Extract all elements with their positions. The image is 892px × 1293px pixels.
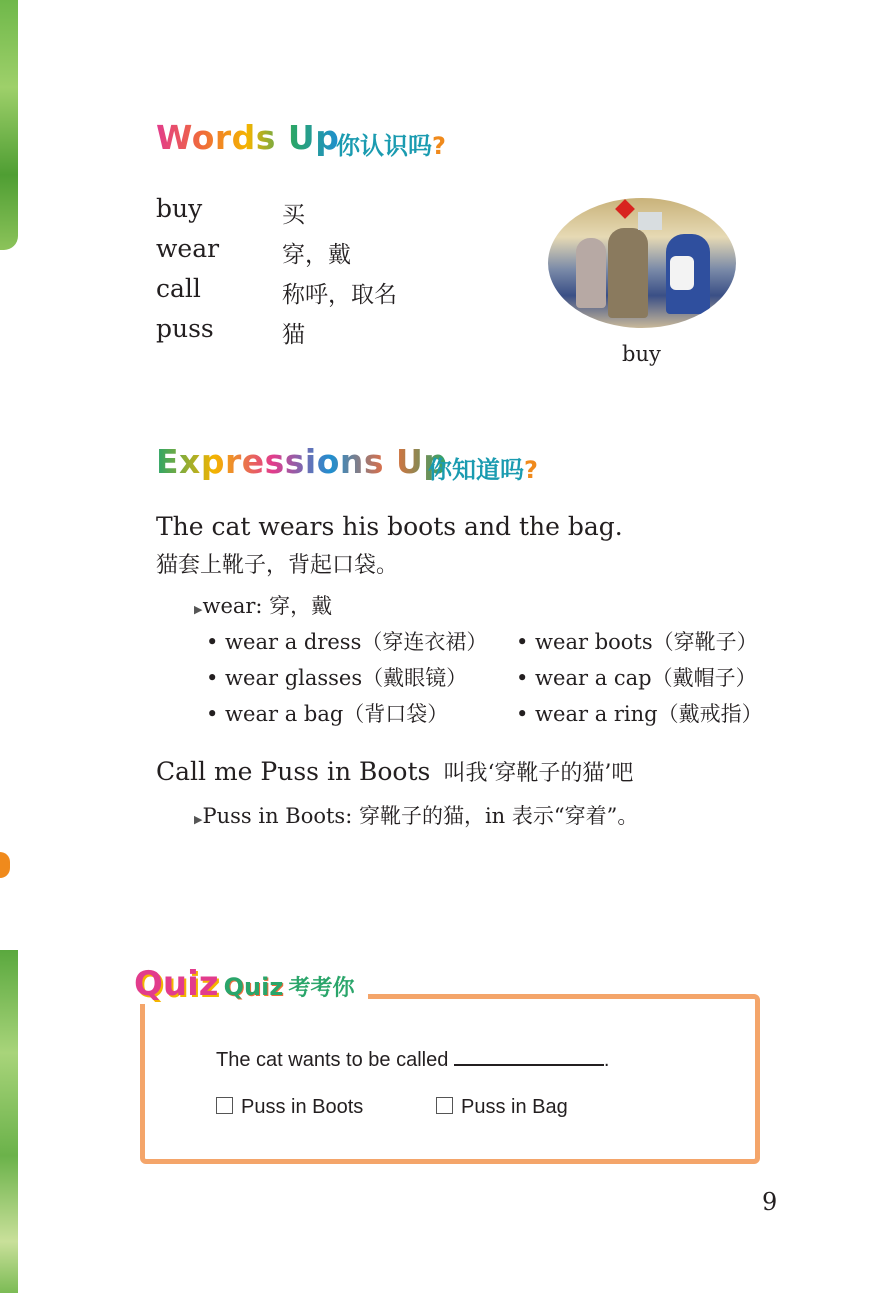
checkbox-option-1[interactable] [216, 1097, 233, 1114]
quiz-header [130, 964, 368, 1004]
vocab-en-4: puss [156, 314, 214, 343]
vocab-en-3: call [156, 274, 201, 303]
vocab-en-1: buy [156, 194, 203, 223]
quiz-option-1[interactable]: Puss in Boots [216, 1096, 363, 1119]
example-3: • wear glasses（戴眼镜） [206, 666, 468, 690]
vocab-cn-3: 称呼，取名 [282, 282, 397, 308]
photo-caption: buy [622, 342, 661, 366]
left-decoration-dot [0, 852, 10, 878]
words-up-heading: Words Up [156, 118, 340, 157]
note-wear: ▶wear: 穿，戴 [194, 594, 333, 618]
triangle-icon: ▶ [194, 603, 203, 616]
quiz-question: The cat wants to be called . [216, 1044, 609, 1072]
vocab-cn-1: 买 [282, 202, 305, 228]
answer-blank[interactable] [454, 1044, 604, 1066]
left-decoration-top [0, 0, 18, 250]
example-1: • wear a dress（穿连衣裙） [206, 630, 488, 654]
sentence-1-en: The cat wears his boots and the bag. [156, 512, 623, 541]
note-puss-in-boots: ▶Puss in Boots: 穿靴子的猫，in 表示“穿着”。 [194, 804, 639, 828]
triangle-icon: ▶ [194, 813, 203, 826]
quiz-option-2[interactable]: Puss in Bag [436, 1096, 568, 1119]
expressions-up-cn-heading: 你知道吗? [428, 456, 538, 484]
vocab-en-2: wear [156, 234, 220, 263]
example-6: • wear a ring（戴戒指） [516, 702, 763, 726]
quiz-logo-large: Quiz [134, 964, 219, 1004]
vocab-cn-2: 穿，戴 [282, 242, 351, 268]
quiz-cn-title: 考考你 [288, 976, 355, 1001]
quiz-box [140, 994, 760, 1164]
sentence-1-cn: 猫套上靴子，背起口袋。 [156, 553, 399, 578]
example-5: • wear a bag（背口袋） [206, 702, 449, 726]
words-up-cn-heading: 你认识吗? [336, 132, 446, 160]
example-2: • wear boots（穿靴子） [516, 630, 758, 654]
left-decoration-bottom [0, 950, 18, 1293]
shopping-photo [548, 198, 736, 328]
vocab-cn-4: 猫 [282, 322, 305, 348]
expressions-up-heading: Expressions Up [156, 442, 448, 481]
sentence-2: Call me Puss in Boots 叫我‘穿靴子的猫’吧 [156, 757, 634, 786]
page-number: 9 [762, 1188, 778, 1216]
example-4: • wear a cap（戴帽子） [516, 666, 757, 690]
checkbox-option-2[interactable] [436, 1097, 453, 1114]
quiz-logo-small: Quiz [223, 973, 284, 1001]
